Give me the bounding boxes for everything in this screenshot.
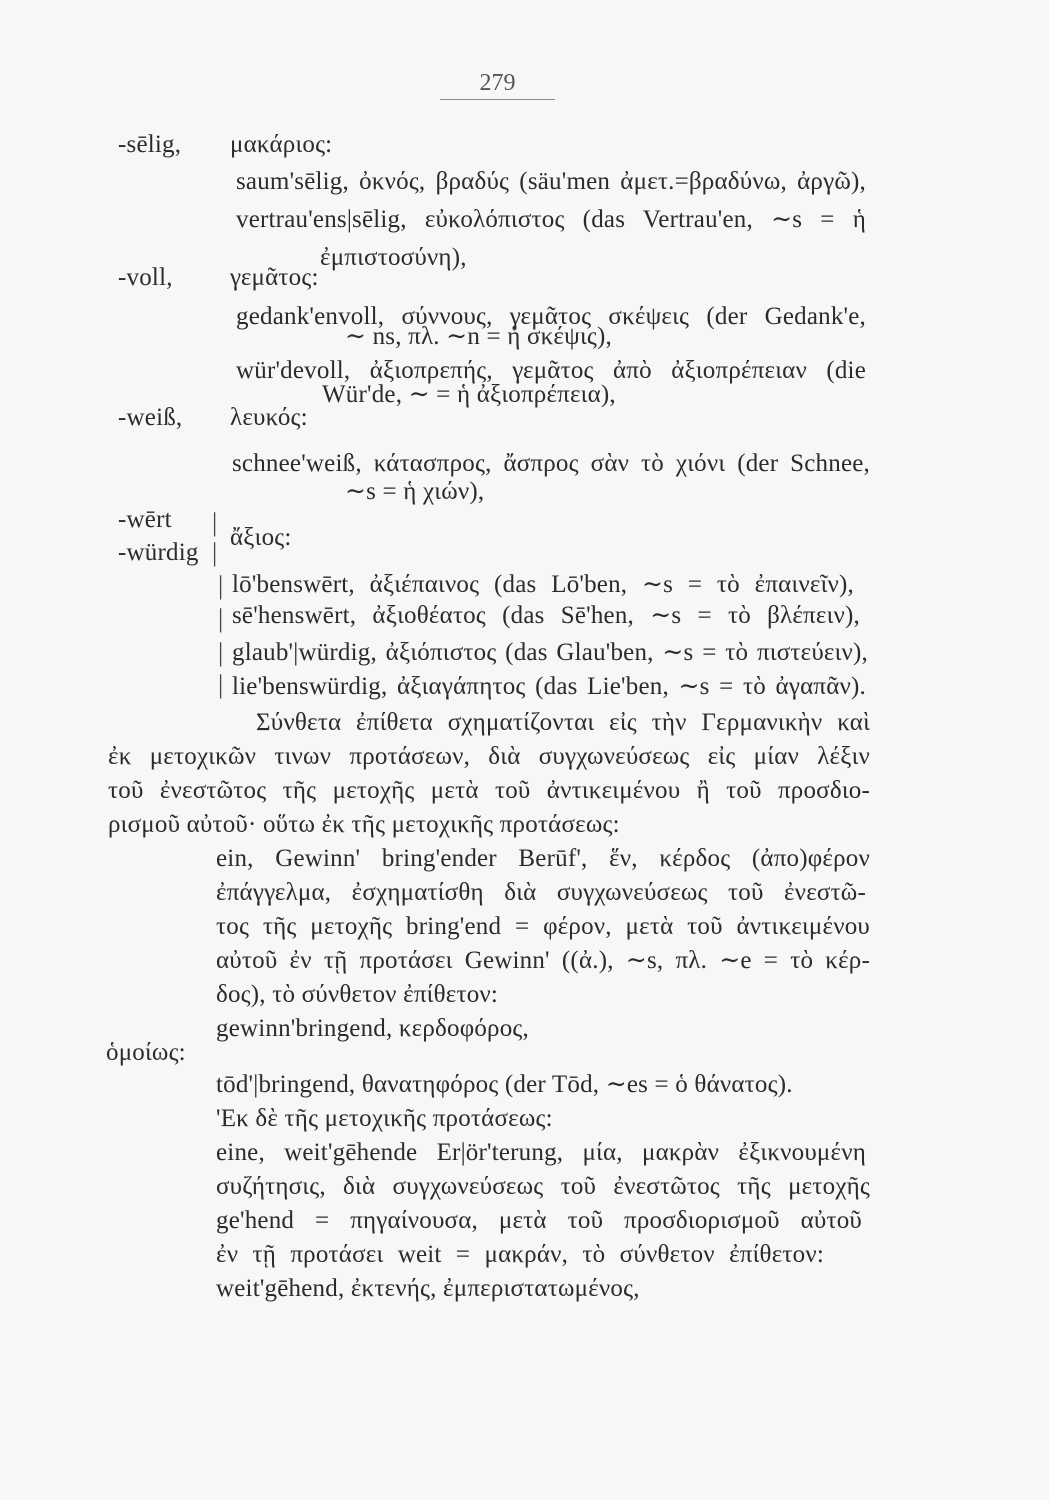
suffix-label-weiss: -weiß, [118,404,183,431]
brace-bar-2: | [218,604,224,633]
entry-saumselig: saum'sēlig, ὀκνός, βραδύς (säu'men ἀμετ.=βραδύνω, ἀργῶ), [236,168,866,195]
example2-line5: weit'gēhend, ἐκτενής, ἐμπεριστατωμένος, [216,1275,640,1302]
entry-schneeweiss: schnee'weiß, κάτασπρος, ἄσπρος σὰν τὸ χιόνι (der Schnee, [232,450,870,477]
example2-line4: ἐν τῇ προτάσει weit = μακράν, τὸ σύνθετον ἐπίθετον: [216,1241,824,1268]
paragraph1-line1: Σύνθετα ἐπίθετα σχηματίζονται εἰς τὴν Γερμανικὴν καὶ [256,709,870,736]
brace-bar-4: | [218,670,224,699]
brace-left-lower: | [212,538,218,567]
entry-sehenswert: sē'henswērt, ἀξιοθέατος (das Sē'hen, ∼s = τὸ βλέπειν), [232,602,860,629]
example2-line1: eine, weit'gēhende Er|ör'terung, μία, μακρὰν ἐξικνουμένη [216,1139,866,1166]
example1-line4: αὐτοῦ ἐν τῇ προτάσει Gewinn' ((ἀ.), ∼s, πλ. ∼e = τὸ κέρ- [216,947,870,974]
suffix-label-wert: -wērt [118,506,172,533]
example2-line2: συζήτησις, διὰ συγχωνεύσεως τοῦ ἐνεστῶτος τῆς μετοχῆς [216,1173,870,1200]
suffix-meaning-voll: γεμᾶτος: [230,264,319,291]
paragraph1-line4: ρισμοῦ αὐτοῦ· οὕτω ἐκ τῆς μετοχικῆς προτάσεως: [108,811,620,838]
entry-vertrauensselig-cont: ἐμπιστοσύνη), [320,244,467,271]
paragraph1-line3: τοῦ ἐνεστῶτος τῆς μετοχῆς μετὰ τοῦ ἀντικειμένου ἢ τοῦ προσδιο- [108,777,870,804]
entry-gedankenvoll: gedank'envoll, σύννους, γεμᾶτος σκέψεις (der Gedank'e, [236,303,866,330]
page-number: 279 [479,70,516,96]
suffix-label-voll: -voll, [118,264,173,291]
entry-lobenswert: lō'benswērt, ἀξιέπαινος (das Lō'ben, ∼s = τὸ ἐπαινεῖν), [232,571,854,598]
suffix-meaning-wert-wuerdig: ἄξιος: [230,524,292,551]
suffix-label-selig: -sēlig, [118,131,182,158]
example1-line2: ἐπάγγελμα, ἐσχηματίσθη διὰ συγχωνεύσεως τοῦ ἐνεστῶ- [216,879,866,906]
entry-todbringend: tōd'|bringend, θανατηφόρος (der Tōd, ∼es = ὁ θάνατος). [216,1071,793,1098]
brace-left: | [212,508,218,537]
example1-line5: δος), τὸ σύνθετον ἐπίθετον: [216,981,499,1008]
example2-line3: ge'hend = πηγαίνουσα, μετὰ τοῦ προσδιορισμοῦ αὐτοῦ [216,1207,862,1234]
entry-glaubwuerdig: glaub'|würdig, ἀξιόπιστος (das Glau'ben, ∼s = τὸ πιστεύειν), [232,639,868,666]
example1-line1: ein, Gewinn' bring'ender Berūf', ἕν, κέρδος (ἀπο)φέρον [216,845,870,872]
paragraph2-intro: 'Εκ δὲ τῆς μετοχικῆς προτάσεως: [216,1105,553,1132]
example1-line6: gewinn'bringend, κερδοφόρος, [216,1015,529,1042]
example1-line3: τος τῆς μετοχῆς bring'end = φέρον, μετὰ τοῦ ἀντικειμένου [216,913,870,940]
suffix-meaning-selig: μακάριος: [230,131,333,158]
suffix-meaning-weiss: λευκός: [230,404,308,431]
entry-gedankenvoll-cont: ∼ ns, πλ. ∼n = ἡ σκέψις), [345,323,612,350]
entry-schneeweiss-cont: ∼s = ἡ χιών), [345,478,485,505]
homoios-label: ὁμοίως: [106,1039,186,1066]
suffix-label-wuerdig: -würdig [118,539,199,566]
page-number-rule [440,99,555,100]
entry-liebenswuerdig: lie'benswürdig, ἀξιαγάπητος (das Lie'ben, ∼s = τὸ ἀγαπᾶν). [232,673,866,700]
entry-wuerdevoll: wür'devoll, ἀξιοπρεπής, γεμᾶτος ἀπὸ ἀξιοπρέπειαν (die [236,357,866,384]
paragraph1-line2: ἐκ μετοχικῶν τινων προτάσεων, διὰ συγχωνεύσεως εἰς μίαν λέξιν [108,743,870,770]
brace-bar-1: | [218,571,224,600]
brace-bar-3: | [218,638,224,667]
entry-wuerdevoll-cont: Wür'de, ∼ = ἡ ἀξιοπρέπεια), [322,381,616,408]
entry-vertrauensselig: vertrau'ens|sēlig, εὐκολόπιστος (das Vertrau'en, ∼s = ἡ [236,206,866,233]
